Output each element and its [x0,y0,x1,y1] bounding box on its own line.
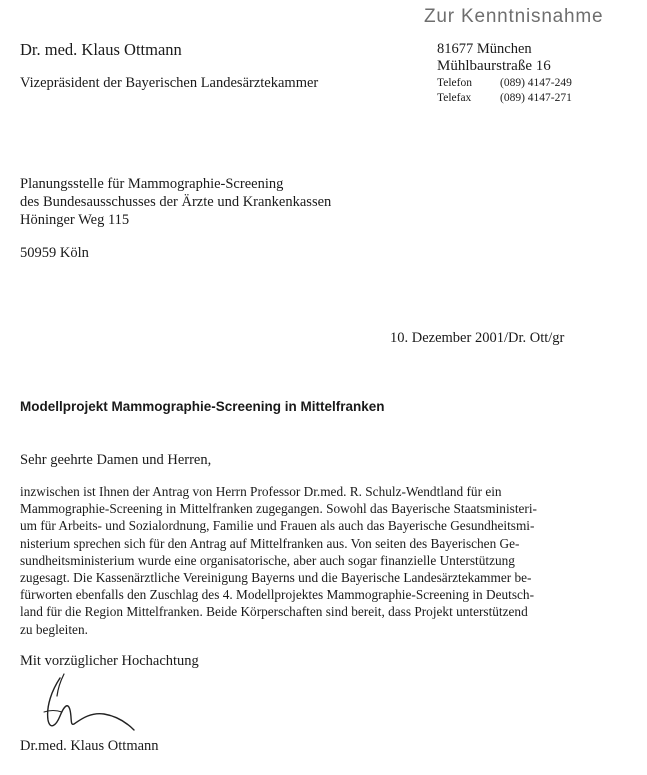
closing-phrase: Mit vorzüglicher Hochachtung [20,653,199,669]
body-line: sundheitsministerium wurde eine organisatorische, aber auch sogar finanzielle Unterstützung [20,552,515,568]
letter-subject: Modellprojekt Mammographie-Screening in Mittelfranken [20,399,385,414]
sender-title: Vizepräsident der Bayerischen Landesärztekammer [20,75,319,91]
sender-name: Dr. med. Klaus Ottmann [20,40,182,59]
contact-block [437,76,572,106]
body-line: um für Arbeits- und Sozialordnung, Familie und Frauen als auch das Bayerische Gesundheitsmi- [20,518,535,534]
sender-postal-city: 81677 München [437,41,532,57]
recipient-city: 50959 Köln [20,245,89,261]
body-line: zu begleiten. [20,621,88,637]
body-line: fürworten ebenfalls den Zuschlag des 4. Modellprojektes Mammographie-Screening in Deutsch- [20,587,534,603]
signature-icon [30,672,150,744]
phone-number: (089) 4147-249 [500,77,572,89]
signer-name: Dr.med. Klaus Ottmann [20,738,159,754]
phone-label: Telefon [437,77,472,89]
body-line: land für die Region Mittelfranken. Beide Körperschaften sind bereit, dass Projekt unterstützend [20,604,528,620]
body-line: nisterium sprechen sich für den Antrag auf Mittelfranken aus. Von seiten des Bayerischen Ge- [20,535,520,551]
salutation: Sehr geehrte Damen und Herren, [20,452,212,468]
fax-number: (089) 4147-271 [500,92,572,104]
sender-street: Mühlbaurstraße 16 [437,58,551,74]
body-line: inzwischen ist Ihnen der Antrag von Herrn Professor Dr.med. R. Schulz-Wendtland für ein [20,484,502,499]
body-line: zugesagt. Die Kassenärztliche Vereinigung Bayerns und die Bayerische Landesärztekammer be- [20,570,532,586]
letter-body [20,483,537,638]
recipient-line: Planungsstelle für Mammographie-Screening [20,176,284,192]
stamp-text: Zur Kenntnisnahme [424,6,604,27]
date-reference: 10. Dezember 2001/Dr. Ott/gr [390,330,565,346]
sender-address [437,41,572,106]
recipient-line: des Bundesausschusses der Ärzte und Krankenkassen [20,194,332,210]
recipient-line: Höninger Weg 115 [20,212,130,228]
fax-label: Telefax [437,92,472,104]
recipient-address [20,175,331,229]
body-line: Mammographie-Screening in Mittelfranken zugegangen. Sowohl das Bayerische Staatsministeri- [20,501,537,517]
